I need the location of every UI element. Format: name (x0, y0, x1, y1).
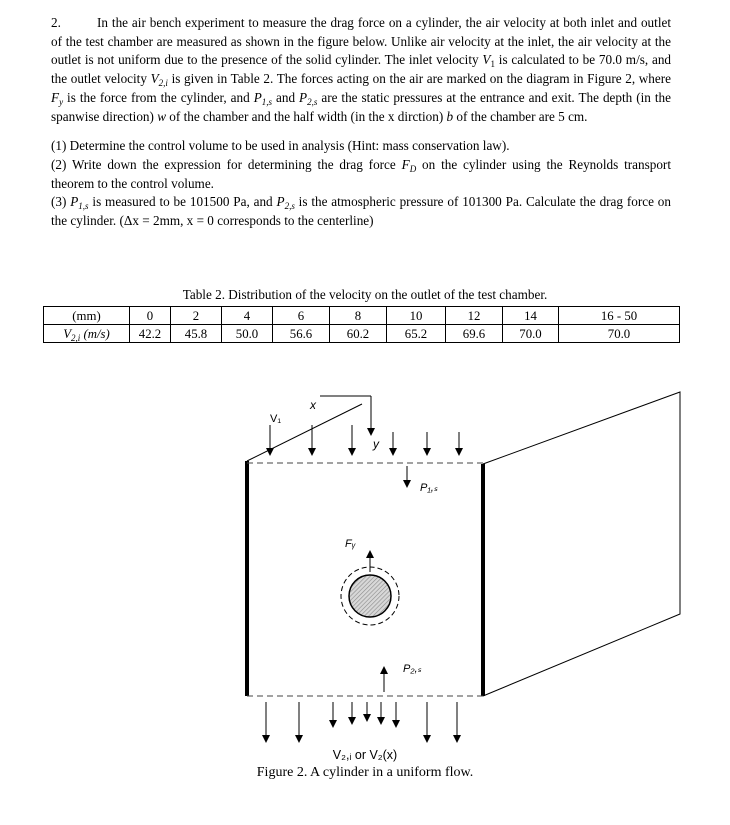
question-2: (2) Write down the expression for determining the drag force $F_D$ on the cylinder using the Reynolds transport theorem to the control volume. (51, 156, 671, 191)
p2-label: P₂,ₛ (403, 663, 422, 675)
inlet-velocity-arrows (270, 425, 459, 452)
figure-diagram (0, 380, 730, 780)
table-cell: 2 (171, 307, 222, 325)
inlet-velocity-label: V₁ (270, 413, 282, 425)
question-3: (3) $P_{1,s}$ is measured to be 101500 Pa, and $P_{2,s}$ is the atmospheric pressure of 101300 Pa. Calculate the drag force on the cylinder. (Δx = 2mm, x = 0 corresponds to the centerline) (51, 194, 671, 229)
table-header-position: (mm) (44, 307, 130, 325)
outlet-velocity-label: V₂,ᵢ or V₂(x) (332, 748, 398, 762)
x-axis-label: x (310, 398, 316, 412)
fy-label: Fᵧ (345, 538, 356, 550)
table-cell: 8 (330, 307, 387, 325)
problem-number: 2. (51, 15, 61, 30)
table-cell: 42.2 (130, 325, 171, 343)
table-cell: 50.0 (222, 325, 273, 343)
problem-text (51, 14, 671, 231)
table-cell: 16 - 50 (559, 307, 680, 325)
table-caption: Table 2. Distribution of the velocity on the outlet of the test chamber. (182, 287, 548, 302)
table-row-position (44, 307, 680, 325)
table-cell: 70.0 (559, 325, 680, 343)
table-header-velocity: $V_{2,i}$ (m/s) (44, 325, 130, 343)
table-cell: 12 (446, 307, 503, 325)
table-cell: 4 (222, 307, 273, 325)
table-cell: 70.0 (503, 325, 559, 343)
y-axis-label: y (373, 437, 379, 451)
table-row-velocity (44, 325, 680, 343)
question-1: (1) Determine the control volume to be used in analysis (Hint: mass conservation law). (51, 138, 510, 154)
table-cell: 10 (387, 307, 446, 325)
velocity-table (43, 306, 680, 343)
back-box-outline (483, 392, 680, 696)
table-cell: 56.6 (273, 325, 330, 343)
problem-intro: 2. In the air bench experiment to measure the drag force on a cylinder, the air velocity at both inlet and outlet of the test chamber are measured as shown in the figure below. Unlike air velocity at the inlet, the air velocity at the outlet is not uniform due to the presence of the solid cylinder. The inlet velocity $V_1$ is calculated to be 70.0 m/s, and the outlet velocity $V_{2,i}$ is given in Table 2. The forces acting on the air are marked on the diagram in Figure 2, where $F_y$ is the force from the cylinder, and $P_{1,s}$ and $P_{2,s}$ are the static pressures at the entrance and exit. The depth (in the spanwise direction) w of the chamber and the half width (in the x dirction) b of the chamber are 5 cm. (51, 15, 672, 124)
cylinder (349, 575, 391, 617)
figure-caption: Figure 2. A cylinder in a uniform flow. (256, 765, 474, 780)
p1-label: P₁,ₛ (420, 482, 438, 494)
table-cell: 6 (273, 307, 330, 325)
table-cell: 60.2 (330, 325, 387, 343)
table-cell: 69.6 (446, 325, 503, 343)
table-cell: 14 (503, 307, 559, 325)
top-perspective-line (247, 404, 362, 461)
table-cell: 45.8 (171, 325, 222, 343)
table-cell: 0 (130, 307, 171, 325)
table-cell: 65.2 (387, 325, 446, 343)
outlet-velocity-arrows (266, 702, 457, 739)
